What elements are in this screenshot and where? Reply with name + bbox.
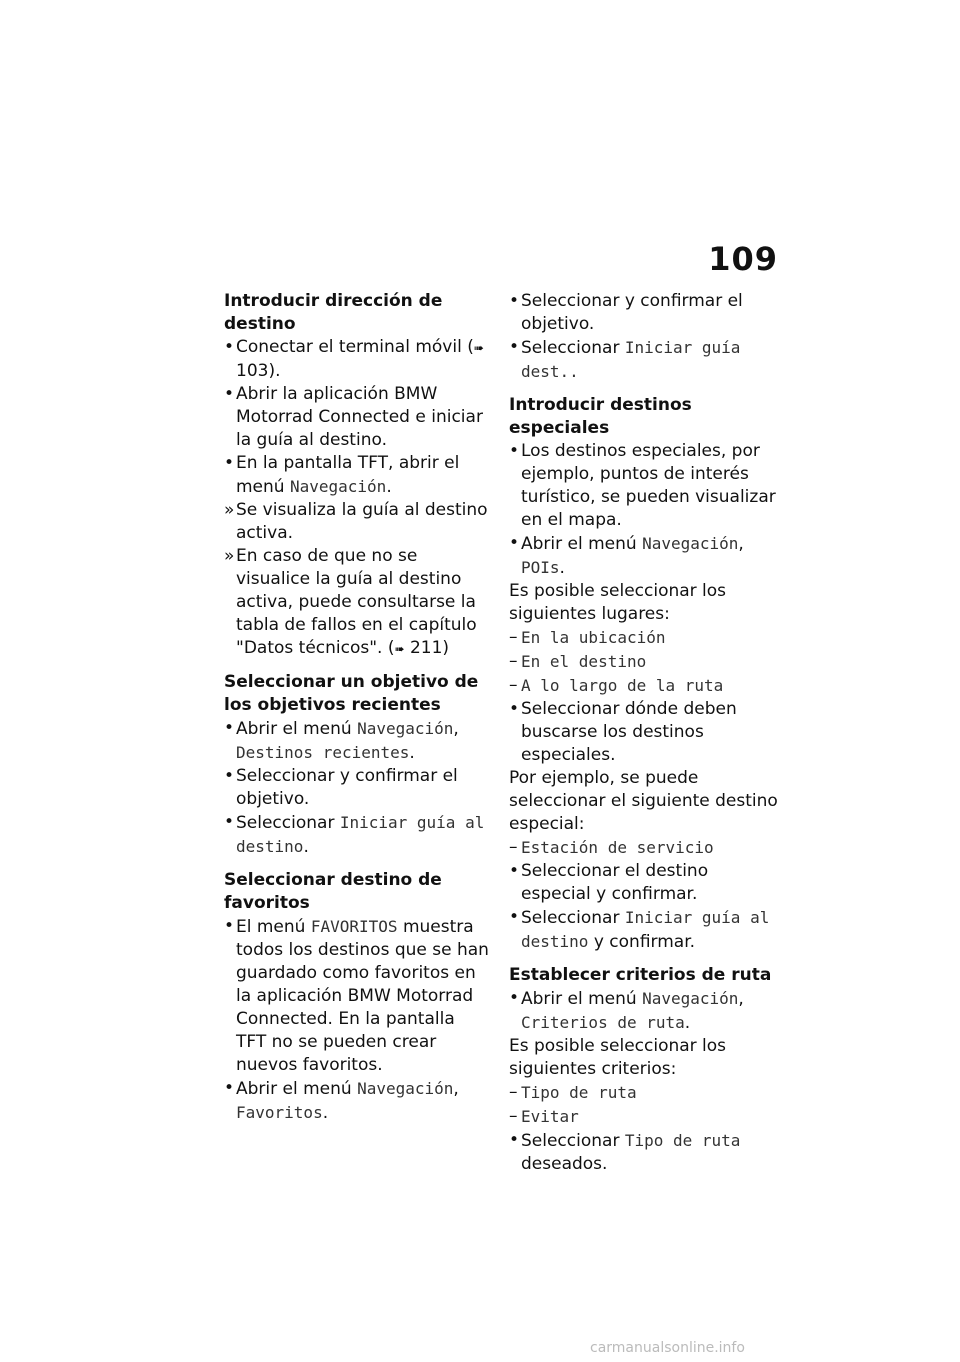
list-item: • Seleccionar y confirmar el objetivo. xyxy=(509,291,743,334)
heading-criterios-ruta: Establecer criterios de ruta xyxy=(509,965,772,985)
list-item: • Abrir el menú Navegación, Favoritos. xyxy=(224,1078,459,1123)
heading-destino-favoritos: Seleccionar destino de favoritos xyxy=(224,870,442,913)
list-item: • En la pantalla TFT, abrir el menú Navegación. xyxy=(224,453,460,497)
page-ref-arrow-icon: ➠ xyxy=(473,341,484,355)
dash-item: – A lo largo de la ruta xyxy=(509,675,724,695)
page-number: 109 xyxy=(708,240,778,278)
dash-item: – Tipo de ruta xyxy=(509,1082,637,1102)
list-item: • Los destinos especiales, por ejemplo, puntos de interés turístico, se pueden visualizar en el mapa. xyxy=(509,441,776,530)
dash-item: – En el destino xyxy=(509,651,647,671)
heading-objetivos-recientes: Seleccionar un objetivo de los objetivos recientes xyxy=(224,672,479,715)
list-item: • Seleccionar Tipo de ruta deseados. xyxy=(509,1130,741,1174)
dash-item: – En la ubicación xyxy=(509,627,666,647)
paragraph: Por ejemplo, se puede seleccionar el siguiente destino especial: xyxy=(509,768,778,834)
list-item: • Seleccionar el destino especial y confirmar. xyxy=(509,861,709,904)
right-column xyxy=(509,290,781,1176)
result-item: » Se visualiza la guía al destino activa. xyxy=(224,500,488,543)
paragraph: Es posible seleccionar los siguientes lugares: xyxy=(509,581,727,624)
left-column xyxy=(224,290,489,1125)
result-item: » En caso de que no se visualice la guía al destino activa, puede consultarse la tabla de fallos en el capítulo "Datos técnicos". (➠ 211) xyxy=(224,546,477,658)
list-item: • Conectar el terminal móvil (➠ 103). xyxy=(224,337,484,381)
dash-item: – Evitar xyxy=(509,1106,579,1126)
heading-direccion-destino: Introducir dirección de destino xyxy=(224,291,443,334)
page-ref-arrow-icon: ➠ xyxy=(394,642,405,656)
paragraph: Es posible seleccionar los siguientes criterios: xyxy=(509,1036,727,1079)
list-item: • El menú FAVORITOS muestra todos los destinos que se han guardado como favoritos en la aplicación BMW Motorrad Connected. En la pantalla TFT no se pueden crear nuevos favoritos. xyxy=(224,916,489,1075)
list-item: • Abrir el menú Navegación, Destinos recientes. xyxy=(224,718,459,763)
watermark-footer: carmanualsonline.info xyxy=(590,1340,745,1356)
list-item: • Abrir el menú Navegación, Criterios de ruta. xyxy=(509,988,744,1033)
list-item: • Abrir el menú Navegación, POIs. xyxy=(509,533,744,578)
dash-item: – Estación de servicio xyxy=(509,837,714,857)
list-item: • Seleccionar Iniciar guía al destino y confirmar. xyxy=(509,907,770,952)
heading-destinos-especiales: Introducir destinos especiales xyxy=(509,395,692,438)
list-item: • Seleccionar dónde deben buscarse los destinos especiales. xyxy=(509,699,737,765)
list-item: • Seleccionar y confirmar el objetivo. xyxy=(224,766,458,809)
list-item: • Abrir la aplicación BMW Motorrad Connected e iniciar la guía al destino. xyxy=(224,384,483,450)
list-item: • Seleccionar Iniciar guía al destino. xyxy=(224,812,485,857)
list-item: • Seleccionar Iniciar guía dest.. xyxy=(509,337,741,381)
